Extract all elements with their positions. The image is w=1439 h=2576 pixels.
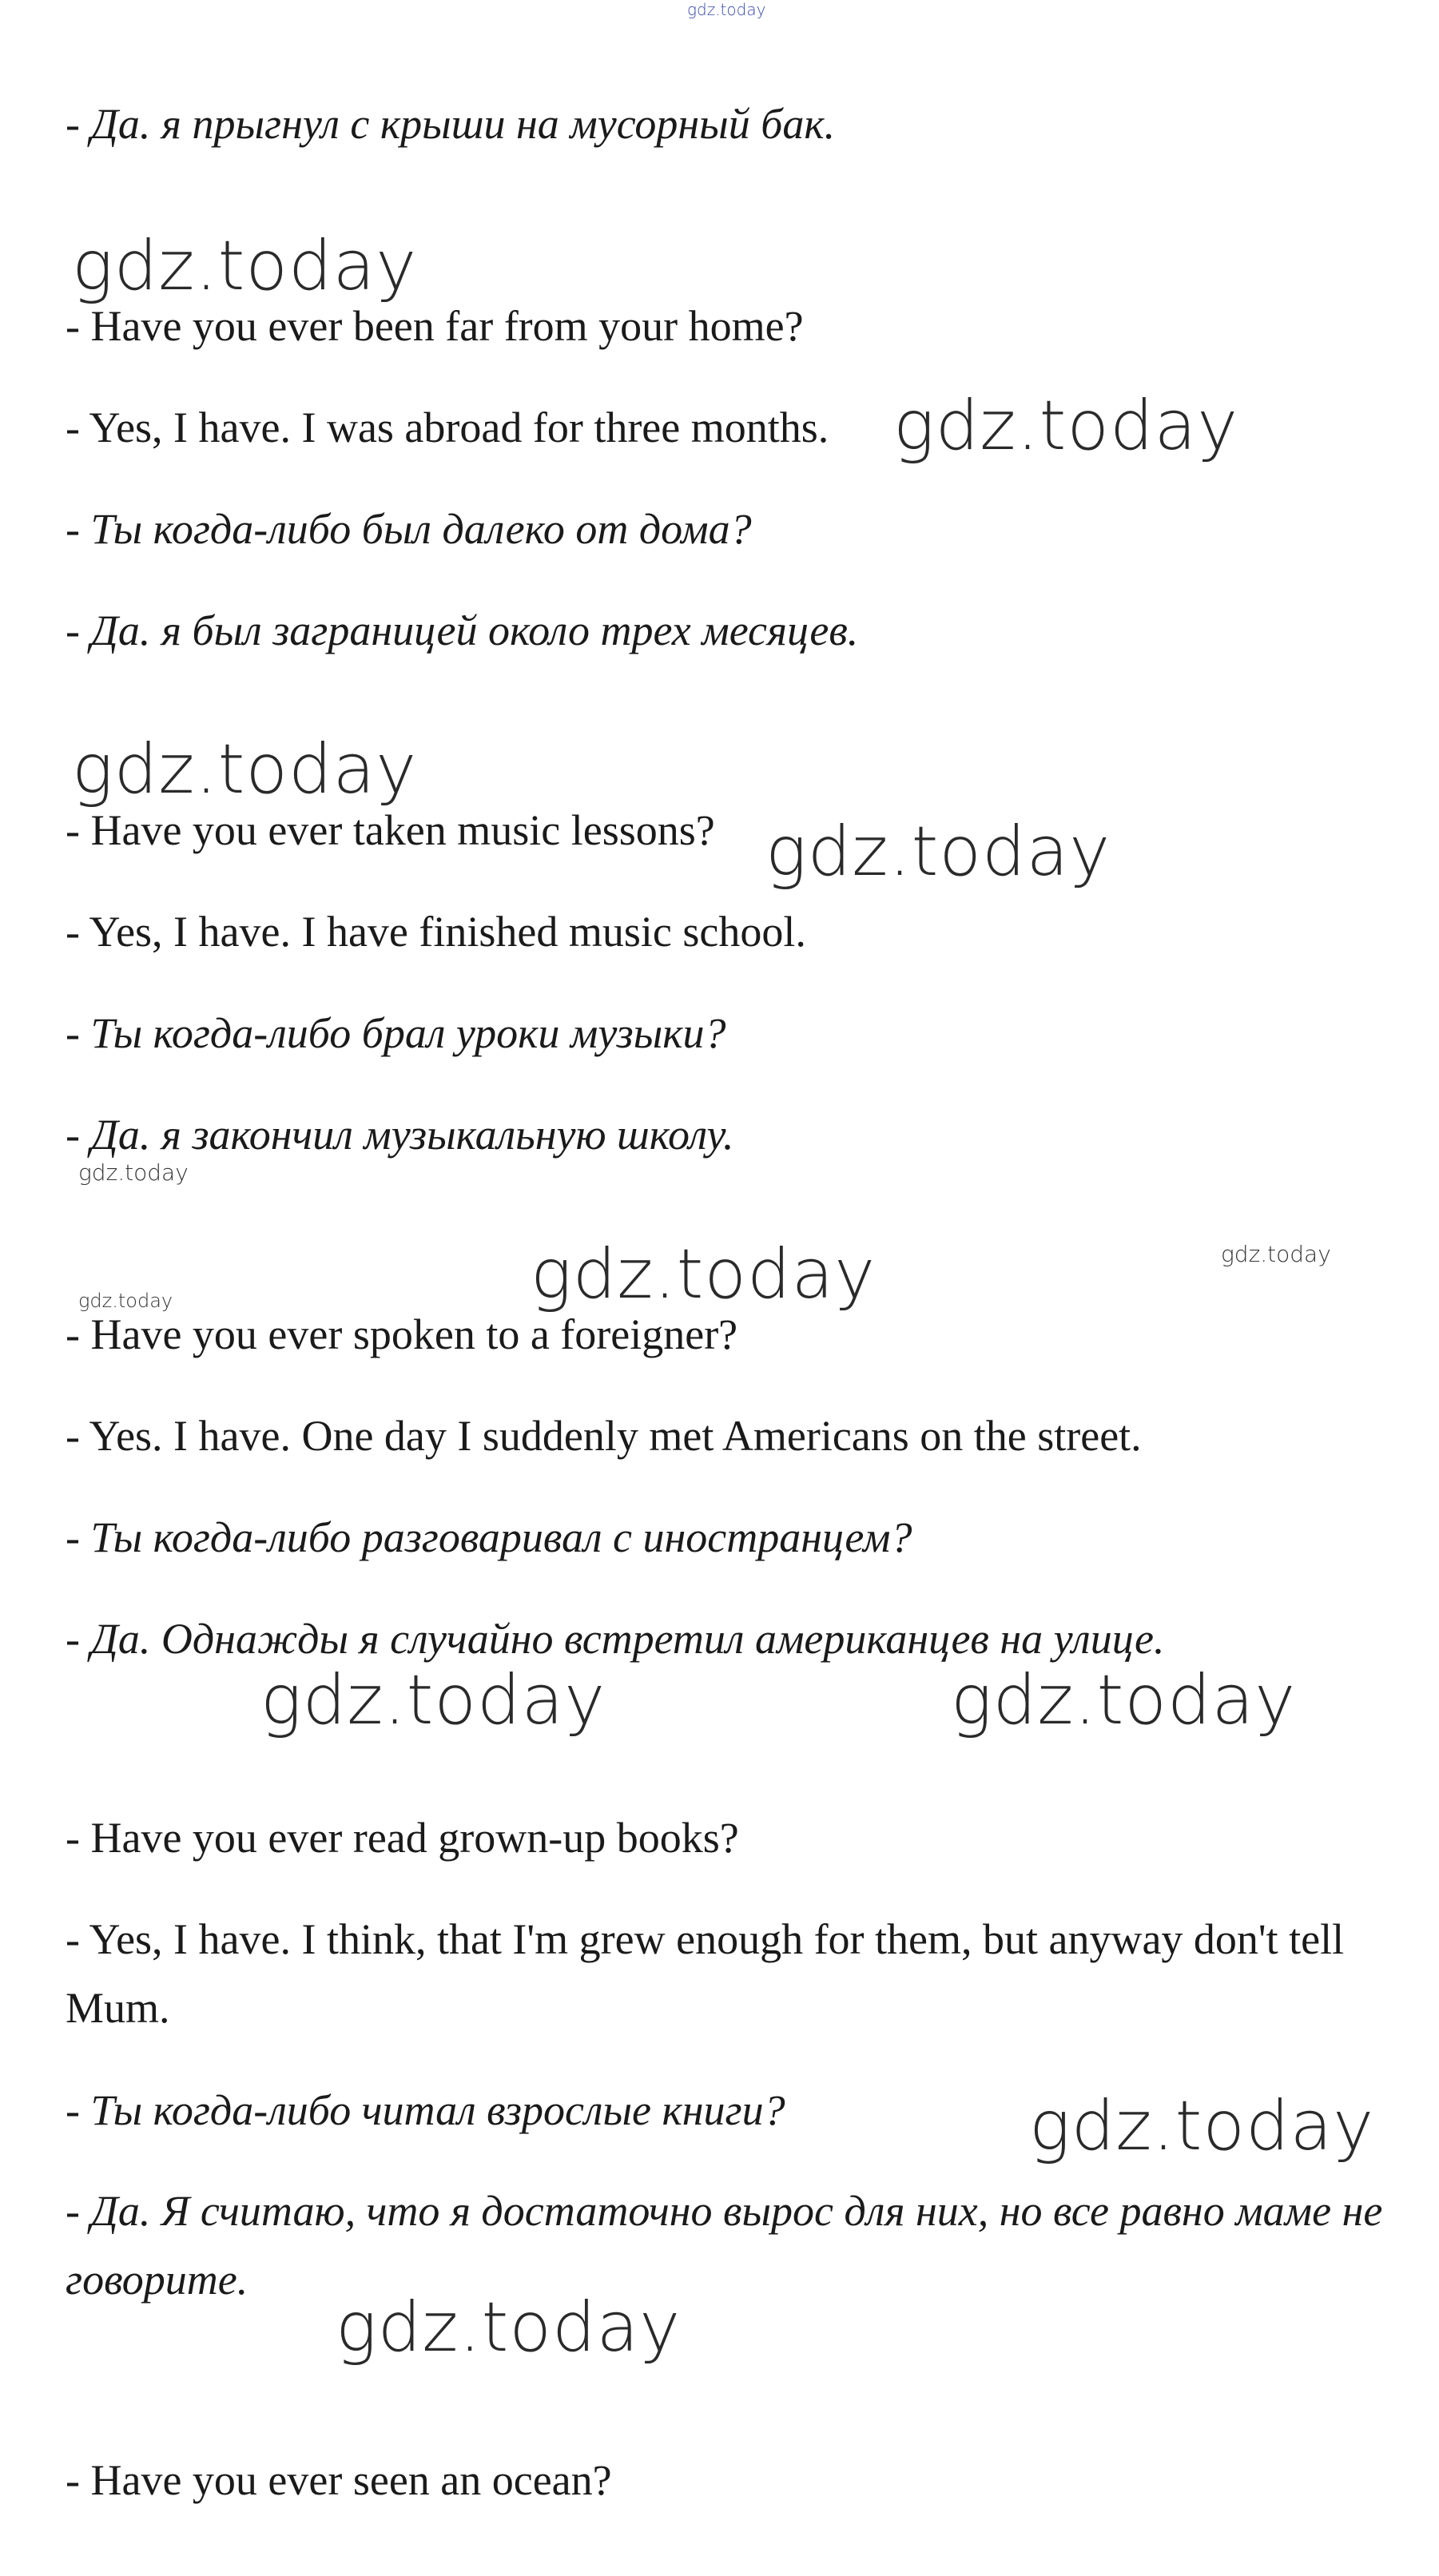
- watermark-small: gdz.today: [1221, 1241, 1331, 1267]
- watermark: gdz.today: [72, 226, 418, 306]
- question-line-en: - Have you ever read grown-up books?: [66, 1814, 739, 1862]
- question-line-en: - Have you ever been far from your home?: [66, 302, 804, 350]
- watermark-small: gdz.today: [78, 1290, 173, 1312]
- answer-line-en: - Yes, I have. I think, that I'm grew enough for them, but anyway don't tell Mum.: [66, 1915, 1345, 2032]
- question-line-en: - Have you ever seen an ocean?: [66, 2456, 612, 2504]
- answer-line-ru: - Да. я закончил музыкальную школу.: [66, 1111, 734, 1159]
- watermark: gdz.today: [72, 729, 418, 809]
- watermark: gdz.today: [260, 1660, 606, 1740]
- question-line-ru: - Ты когда-либо разговаривал с иностранцем?: [66, 1513, 912, 1561]
- question-line-ru: - Ты когда-либо был далеко от дома?: [66, 505, 752, 553]
- answer-line-ru: - Да. я прыгнул с крыши на мусорный бак.: [66, 100, 836, 148]
- watermark: gdz.today: [531, 1234, 877, 1314]
- watermark: gdz.today: [1029, 2086, 1375, 2166]
- watermark-small: gdz.today: [78, 1159, 189, 1186]
- watermark: gdz.today: [893, 386, 1239, 466]
- answer-line-en: - Yes, I have. I was abroad for three months.: [66, 403, 829, 451]
- answer-line-ru: - Да. Я считаю, что я достаточно вырос для них, но все равно маме не говорите.: [66, 2187, 1383, 2304]
- question-line-ru: - Ты когда-либо читал взрослые книги?: [66, 2086, 785, 2134]
- watermark: gdz.today: [765, 812, 1111, 892]
- question-line-ru: - Ты когда-либо брал уроки музыки?: [66, 1009, 726, 1057]
- answer-line-en: - Yes, I have. I have finished music school.: [66, 908, 806, 956]
- watermark: gdz.today: [336, 2288, 682, 2367]
- answer-line-en: - Yes. I have. One day I suddenly met Americans on the street.: [66, 1412, 1142, 1460]
- question-line-en: - Have you ever spoken to a foreigner?: [66, 1310, 738, 1358]
- header-watermark: gdz.today: [687, 0, 766, 19]
- question-line-en: - Have you ever taken music lessons?: [66, 806, 715, 854]
- watermark: gdz.today: [951, 1660, 1297, 1740]
- answer-line-ru: - Да. я был заграницей около трех месяцев.: [66, 606, 859, 654]
- answer-line-ru: - Да. Однажды я случайно встретил американцев на улице.: [66, 1615, 1165, 1663]
